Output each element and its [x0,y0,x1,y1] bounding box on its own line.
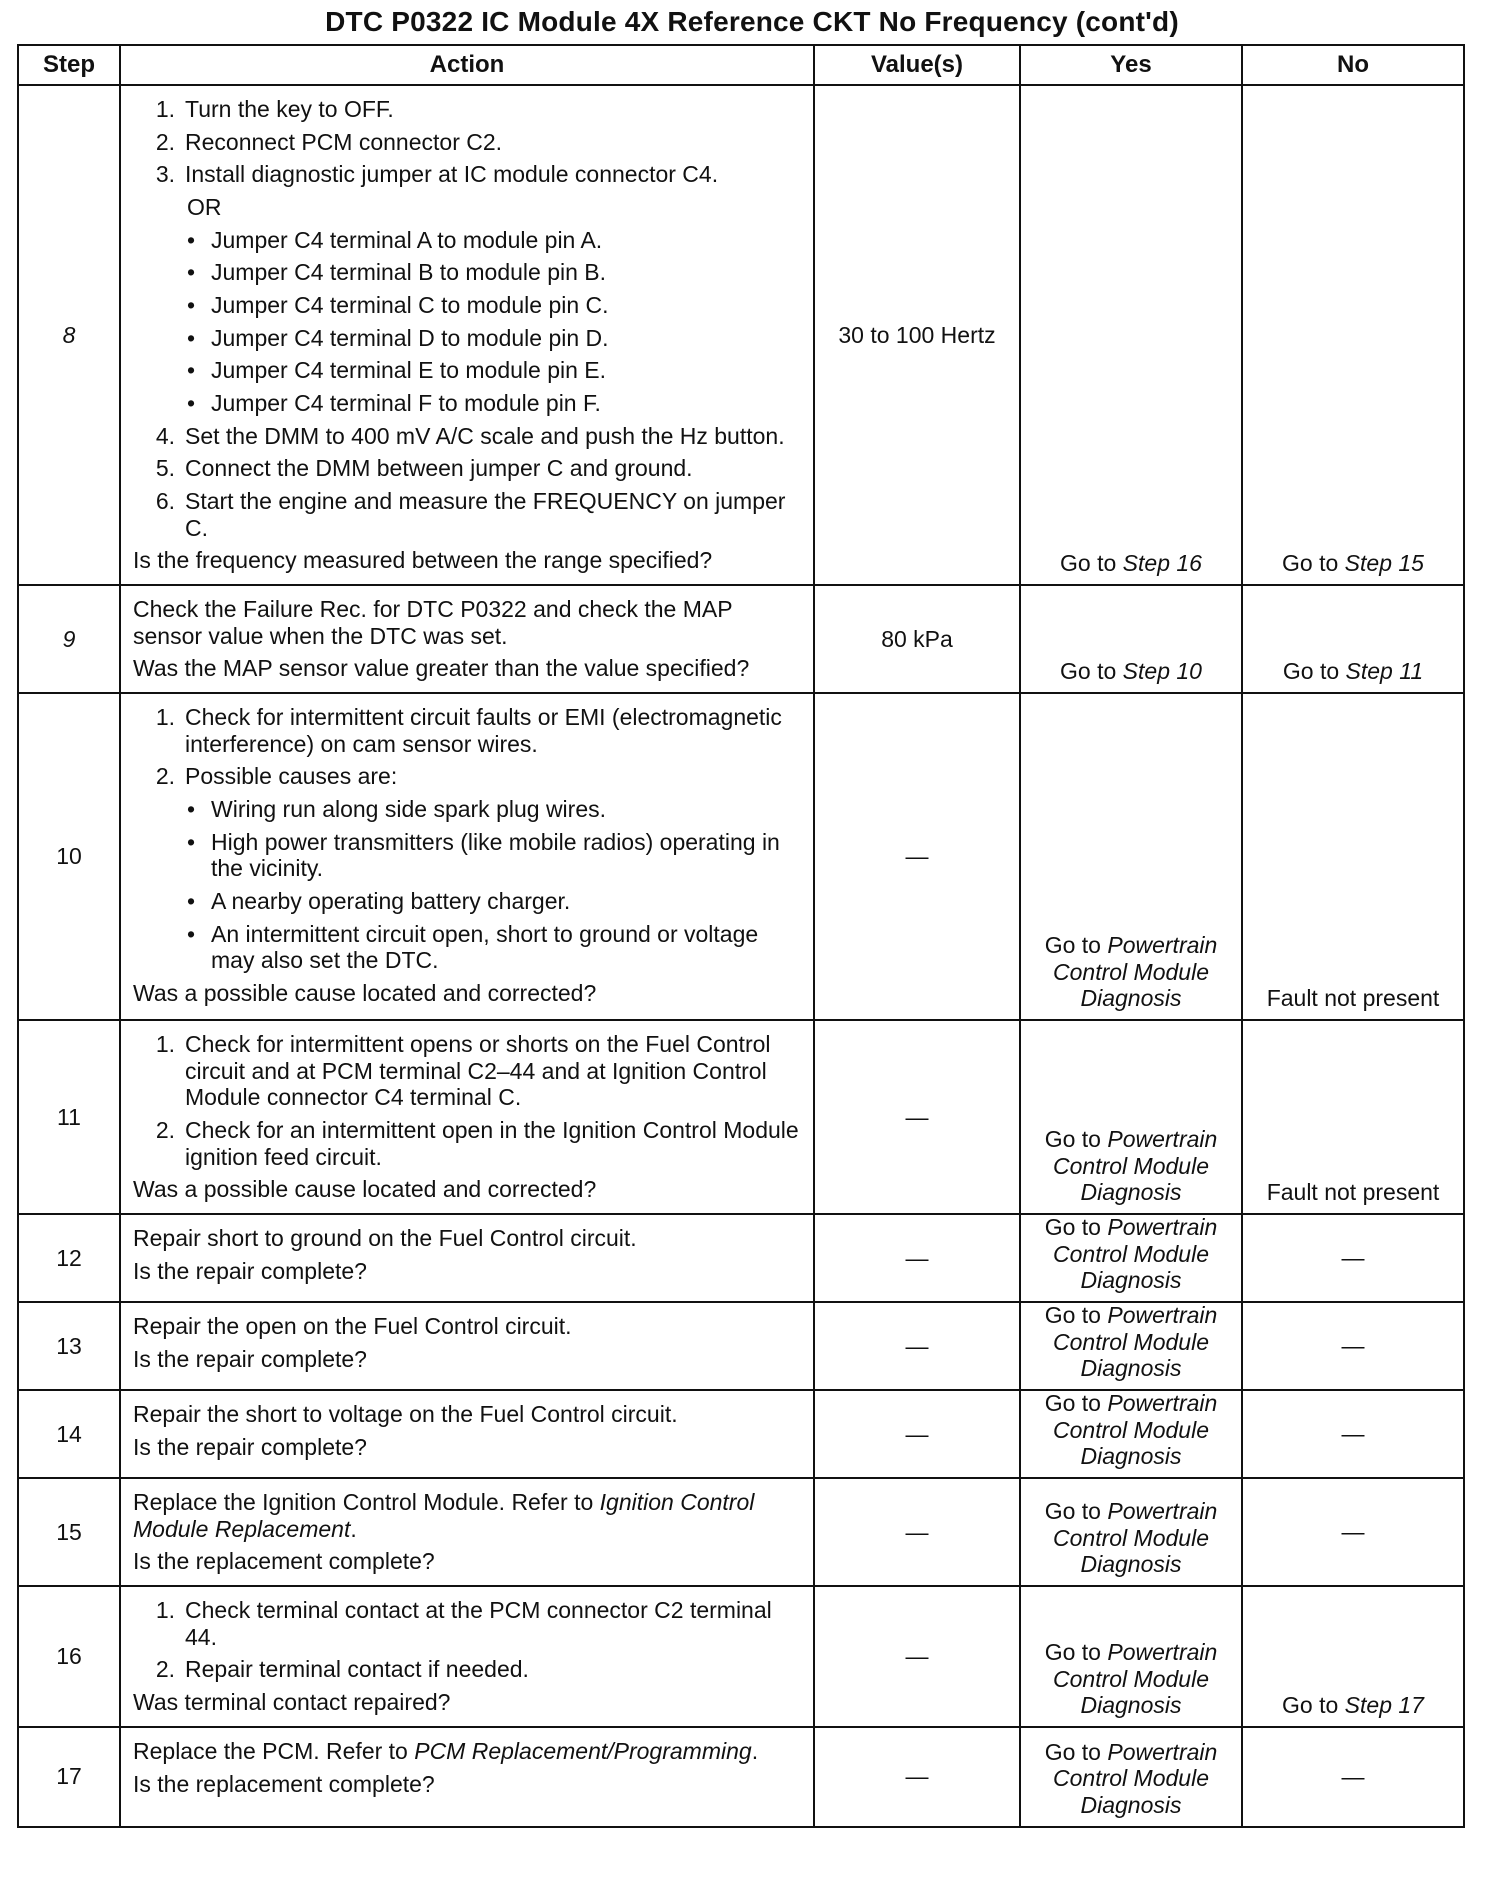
text-segment: Go to [1060,550,1123,577]
table-row [18,85,1464,585]
reference-link-text: Powertrain Control Module Diagnosis [1053,1498,1218,1578]
numbered-step [133,763,803,790]
bullet-item [187,325,803,352]
bullet-text [211,325,803,352]
reference-link-text: Step 16 [1122,550,1202,577]
step-text [185,763,803,790]
step-number: 15 [18,1478,120,1586]
reference-link-text: Powertrain Control Module Diagnosis [1053,1738,1218,1819]
reference-link-text: Powertrain Control Module Diagnosis [1053,1639,1218,1719]
step-index: 6. [155,488,175,515]
reference-link-text: Ignition Control Module Replacement [133,1489,755,1542]
numbered-step [133,455,803,482]
text-segment: Go to [1060,658,1123,685]
text-segment: Check terminal contact at the PCM connector C2 terminal 44. [185,1597,772,1650]
text-segment: Jumper C4 terminal A to module pin A. [211,226,603,253]
no-cell [1242,1478,1464,1586]
no-cell [1242,1390,1464,1478]
reference-link-text: PCM Replacement/Programming [414,1737,752,1764]
no-dash: — [1341,1332,1365,1359]
text-segment: Go to [1044,1126,1108,1153]
step-text [185,1117,803,1170]
text-segment: Check the Failure Rec. for DTC P0322 and check the MAP sensor value when the DTC was set. [133,596,733,649]
no-dash: — [1341,1244,1365,1271]
text-segment: Go to [1044,1639,1108,1666]
no-cell [1242,693,1464,1020]
table-body [18,85,1464,1827]
numbered-step [133,704,803,757]
yes-cell [1020,85,1242,585]
header-step: Step [18,45,120,85]
step-number: 11 [18,1020,120,1214]
step-number: 9 [18,585,120,693]
yes-outcome [1022,932,1240,1012]
action-question [133,1771,803,1798]
text-segment: Jumper C4 terminal F to module pin F. [211,390,601,417]
text-segment: Turn the key to OFF. [185,96,394,122]
bullet-text [211,888,803,915]
yes-cell [1020,1727,1242,1827]
text-segment: Repair short to ground on the Fuel Control circuit. [133,1225,637,1252]
action-cell [120,1390,814,1478]
bullet-icon: • [187,920,196,947]
text-segment: Install diagnostic jumper at IC module connector C4. [185,161,719,188]
action-cell [120,1302,814,1390]
value-cell: — [814,1390,1020,1478]
reference-link-text: Powertrain Control Module Diagnosis [1053,1214,1218,1294]
numbered-step [133,1117,803,1170]
text-segment: OR [187,194,222,221]
yes-cell [1020,1020,1242,1214]
bullet-item [187,357,803,384]
text-segment: Start the engine and measure the FREQUENCY on jumper C. [185,488,786,541]
reference-link-text: Powertrain Control Module Diagnosis [1053,932,1218,1012]
action-cell [120,1586,814,1727]
yes-outcome-box [1022,1588,1240,1719]
step-index: 2. [155,763,175,790]
bullet-icon: • [187,259,196,286]
step-number: 14 [18,1390,120,1478]
text-segment: Possible causes are: [185,763,398,790]
diagnostic-table [17,44,1465,1828]
reference-link-text: Powertrain Control Module Diagnosis [1053,1302,1218,1382]
yes-cell [1020,1478,1242,1586]
text-segment: Was the MAP sensor value greater than the value specified? [133,655,750,682]
action-question [133,1176,803,1203]
action-cell [120,1727,814,1827]
no-dash: — [1341,1420,1365,1447]
text-segment: Is the replacement complete? [133,1548,435,1575]
reference-link-text: Powertrain Control Module Diagnosis [1053,1126,1218,1206]
yes-outcome [1022,658,1240,685]
action-question [133,547,803,574]
step-index: 3. [155,161,175,188]
yes-cell [1020,1302,1242,1390]
reference-link-text: Step 15 [1344,550,1424,577]
text-segment: Check for an intermittent open in the Ignition Control Module ignition feed circuit. [185,1117,799,1170]
step-text [185,1031,803,1111]
text-segment: Go to [1282,1692,1345,1719]
text-segment: . [350,1515,357,1542]
no-outcome-box [1244,1588,1462,1719]
no-cell [1242,1302,1464,1390]
yes-cell [1020,585,1242,693]
value-cell: — [814,1478,1020,1586]
no-outcome-box [1244,87,1462,577]
no-outcome [1244,550,1462,577]
text-segment: Go to [1044,932,1108,959]
value-cell: — [814,1727,1020,1827]
yes-outcome-box [1022,87,1240,577]
yes-outcome-box [1022,1022,1240,1206]
table-row [18,1478,1464,1586]
no-dash: — [1341,1518,1365,1545]
step-text [185,129,803,156]
text-segment: High power transmitters (like mobile radios) operating in the vicinity. [211,828,780,882]
numbered-step [133,488,803,541]
bullet-icon: • [187,324,196,351]
yes-outcome-box [1022,587,1240,685]
reference-link-text: Powertrain Control Module Diagnosis [1053,1390,1218,1470]
table-row [18,585,1464,693]
action-question [133,1225,803,1252]
action-question [133,1434,803,1461]
table-row [18,1390,1464,1478]
value-cell: — [814,693,1020,1020]
bullet-text [211,292,803,319]
text-segment: Is the repair complete? [133,1345,367,1372]
table-header-row [18,45,1464,85]
step-number: 10 [18,693,120,1020]
step-text [185,96,803,123]
yes-outcome-box [1022,1729,1240,1819]
yes-outcome-box [1022,1216,1240,1294]
bullet-text [211,259,803,286]
no-outcome [1244,1179,1462,1206]
text-segment: An intermittent circuit open, short to ground or voltage may also set the DTC. [211,920,759,974]
bullet-item [187,829,803,882]
text-segment: Was a possible cause located and corrected? [133,980,597,1007]
text-segment: Was a possible cause located and corrected? [133,1176,597,1203]
numbered-step [133,1656,803,1683]
step-index: 5. [155,455,175,482]
no-cell [1242,1727,1464,1827]
text-segment: Repair the short to voltage on the Fuel Control circuit. [133,1401,678,1428]
action-question [133,1738,803,1765]
no-dash: — [1341,1763,1365,1790]
no-outcome-box [1244,695,1462,1012]
yes-outcome [1022,1390,1240,1470]
step-number: 12 [18,1214,120,1302]
text-segment: Is the frequency measured between the range specified? [133,547,713,574]
bullet-icon: • [187,226,196,253]
text-segment: Go to [1044,1738,1108,1765]
action-question [133,1313,803,1340]
bullet-text [211,921,803,974]
yes-cell [1020,1214,1242,1302]
no-outcome-box [1244,1022,1462,1206]
step-text [185,1597,803,1650]
numbered-step [133,129,803,156]
table-row [18,1727,1464,1827]
text-segment: Repair terminal contact if needed. [185,1656,529,1683]
action-question [133,1258,803,1285]
text-segment: Is the replacement complete? [133,1770,435,1797]
step-index: 1. [155,96,175,122]
text-segment: . [751,1737,759,1764]
table-row [18,1302,1464,1390]
step-number: 13 [18,1302,120,1390]
no-cell [1242,1020,1464,1214]
action-cell [120,693,814,1020]
step-text [185,488,803,541]
bullet-text [211,796,803,823]
step-text [185,161,803,188]
step-index: 1. [155,704,175,731]
step-index: 1. [155,1597,175,1624]
bullet-item [187,796,803,823]
no-cell [1242,85,1464,585]
step-number: 8 [18,85,120,585]
bullet-text [211,357,803,384]
numbered-step [133,1031,803,1111]
action-question [133,1489,803,1542]
text-segment: Go to [1044,1390,1108,1417]
yes-outcome-box [1022,1480,1240,1578]
no-cell [1242,1586,1464,1727]
no-outcome [1244,985,1462,1012]
text-segment: Repair the open on the Fuel Control circuit. [133,1313,572,1340]
or-note [187,194,803,221]
yes-outcome [1022,1739,1240,1819]
value-cell: — [814,1302,1020,1390]
bullet-icon: • [187,390,196,417]
text-segment: A nearby operating battery charger. [211,888,571,915]
step-index: 4. [155,422,175,449]
text-segment: Go to [1044,1214,1108,1241]
action-question [133,655,803,682]
yes-outcome [1022,1126,1240,1206]
bullet-item [187,227,803,254]
reference-link-text: Step 10 [1122,658,1202,685]
no-cell [1242,1214,1464,1302]
text-segment: Go to [1044,1498,1108,1525]
text-segment: Set the DMM to 400 mV A/C scale and push the Hz button. [185,422,785,449]
step-index: 1. [155,1031,175,1058]
step-text [185,1656,803,1683]
action-cell [120,1020,814,1214]
step-text [185,704,803,757]
text-segment: Was terminal contact repaired? [133,1689,451,1716]
bullet-text [211,390,803,417]
table-row [18,1020,1464,1214]
value-cell: 30 to 100 Hertz [814,85,1020,585]
text-segment: Jumper C4 terminal D to module pin D. [211,324,609,351]
value-cell: — [814,1020,1020,1214]
text-segment: Jumper C4 terminal B to module pin B. [211,259,607,286]
action-question [133,596,803,649]
yes-outcome [1022,1302,1240,1382]
action-cell [120,1214,814,1302]
value-cell: — [814,1586,1020,1727]
no-cell [1242,585,1464,693]
no-outcome-box [1244,587,1462,685]
yes-outcome-box [1022,1392,1240,1470]
header-yes: Yes [1020,45,1242,85]
bullet-icon: • [187,796,196,823]
action-question [133,1548,803,1575]
yes-cell [1020,693,1242,1020]
value-cell: 80 kPa [814,585,1020,693]
bullet-icon: • [187,292,196,319]
action-question [133,1346,803,1373]
numbered-step [133,161,803,188]
numbered-step [133,423,803,450]
yes-outcome [1022,550,1240,577]
reference-link-text: Step 11 [1345,658,1424,685]
table-row [18,1214,1464,1302]
header-no: No [1242,45,1464,85]
action-question [133,1401,803,1428]
action-cell [120,585,814,693]
text-segment: Is the repair complete? [133,1257,367,1284]
text-segment: Replace the PCM. Refer to [133,1737,415,1764]
text-segment: Wiring run along side spark plug wires. [211,796,607,823]
bullet-icon: • [187,828,196,855]
text-segment: Jumper C4 terminal E to module pin E. [211,357,607,384]
text-segment: Connect the DMM between jumper C and ground. [185,455,693,482]
reference-link-text: Step 17 [1344,1692,1424,1719]
bullet-item [187,888,803,915]
text-segment: Fault not present [1266,985,1440,1012]
bullet-text [211,829,803,882]
text-segment: Is the repair complete? [133,1433,367,1460]
yes-outcome [1022,1498,1240,1578]
page-title: DTC P0322 IC Module 4X Reference CKT No Frequency (cont'd) [325,6,1179,37]
bullet-item [187,259,803,286]
text-segment: Fault not present [1266,1179,1440,1206]
yes-outcome-box [1022,695,1240,1012]
numbered-step [133,1597,803,1650]
table-row [18,693,1464,1020]
action-cell [120,85,814,585]
yes-cell [1020,1586,1242,1727]
yes-outcome [1022,1639,1240,1719]
text-segment: Go to [1282,658,1346,685]
action-cell [120,1478,814,1586]
step-index: 2. [155,1656,175,1683]
action-question [133,1689,803,1716]
no-outcome [1244,1692,1462,1719]
header-action: Action [120,45,814,85]
bullet-item [187,292,803,319]
bullet-icon: • [187,888,196,915]
step-index: 2. [155,128,175,155]
text-segment: Reconnect PCM connector C2. [185,128,503,155]
step-text [185,423,803,450]
text-segment: Replace the Ignition Control Module. Refer to [133,1489,600,1516]
yes-outcome [1022,1214,1240,1294]
value-cell: — [814,1214,1020,1302]
bullet-item [187,390,803,417]
bullet-item [187,921,803,974]
step-number: 17 [18,1727,120,1827]
yes-cell [1020,1390,1242,1478]
numbered-step [133,96,803,123]
table-row [18,1586,1464,1727]
step-text [185,455,803,482]
text-segment: Check for intermittent opens or shorts on the Fuel Control circuit and at PCM terminal C2–44 and at Ignition Control Module connector C4 terminal C. [185,1031,771,1111]
header-values: Value(s) [814,45,1020,85]
text-segment: Go to [1282,550,1345,577]
step-number: 16 [18,1586,120,1727]
action-question [133,980,803,1007]
text-segment: Check for intermittent circuit faults or EMI (electromagnetic interference) on cam sensor wires. [185,704,782,757]
text-segment: Jumper C4 terminal C to module pin C. [211,292,609,319]
bullet-text [211,227,803,254]
no-outcome [1244,658,1462,685]
yes-outcome-box [1022,1304,1240,1382]
text-segment: Go to [1044,1302,1108,1329]
step-index: 2. [155,1117,175,1144]
bullet-icon: • [187,357,196,384]
